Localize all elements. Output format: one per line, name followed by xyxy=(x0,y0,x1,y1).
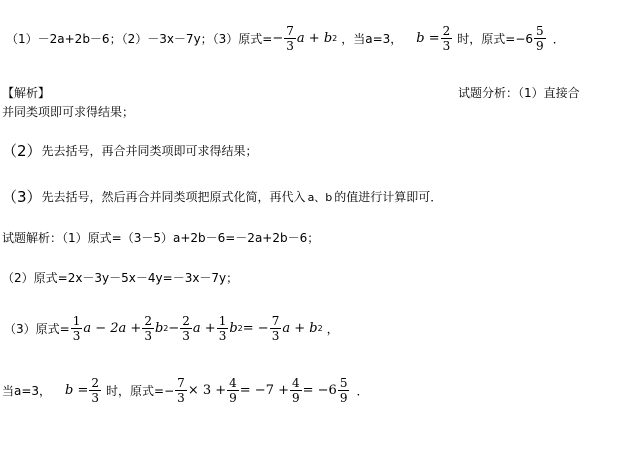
analysis-line-3: （2） 先去括号，再合并同类项即可求得结果； xyxy=(2,142,258,160)
solution-line-1: 试题解析：（1）原式=（3－5）a+2b－6=－2a+2b－6； xyxy=(2,231,320,245)
exponent: 2 xyxy=(332,34,338,43)
answer-line xyxy=(0,24,565,53)
analysis-right-text: 试题分析：（1）直接合 xyxy=(458,86,580,100)
exponent: 2 xyxy=(237,324,243,333)
solution-line-3: （3）原式= $\frac{1}{3}$ a − 2a + $\frac{2}{3}$ b 2 − $\frac{2}{3}$ a + $\frac{1}{3}$ b 2 = − $\frac{7}{3}$ a + b 2 ， xyxy=(4,314,339,343)
result-text: 时，原式=−6 xyxy=(457,32,534,46)
period: ． xyxy=(552,32,565,46)
analysis-header: 【解析】 xyxy=(2,86,51,100)
analysis-line-2: 并同类项即可求得结果； xyxy=(2,105,135,119)
when-text: ，当a=3， xyxy=(341,32,403,46)
fraction-2-3: $\frac{2}{3}$ xyxy=(442,24,451,53)
fraction-5-9: $\frac{5}{9}$ xyxy=(536,24,544,53)
exponent: 2 xyxy=(163,324,169,333)
b-equals: b = xyxy=(416,31,440,46)
exponent: 2 xyxy=(317,324,323,333)
minus-sign: − xyxy=(272,31,284,46)
solution-line-2: （2）原式=2x－3y－5x－4y=－3x－7y； xyxy=(2,271,239,285)
solution-line-4: 当a=3， b = $\frac{2}{3}$ 时，原式=− $\frac{7}{3}$ × 3 + $\frac{4}{9}$ = −7 + $\frac{4}{9}$ = −6 $\frac{5}{9}$ ． xyxy=(2,376,369,405)
analysis-line-4: （3） 先去括号，然后再合并同类项把原式化简，再代入 a、b 的值进行计算即可． xyxy=(2,188,443,206)
fraction-7-3: $\frac{7}{3}$ xyxy=(286,24,294,53)
math-a-plus-b: a + b xyxy=(296,31,333,46)
answer-parts-text: （1）－2a+2b－6；（2）－3x－7y；（3）原式= xyxy=(6,32,273,46)
